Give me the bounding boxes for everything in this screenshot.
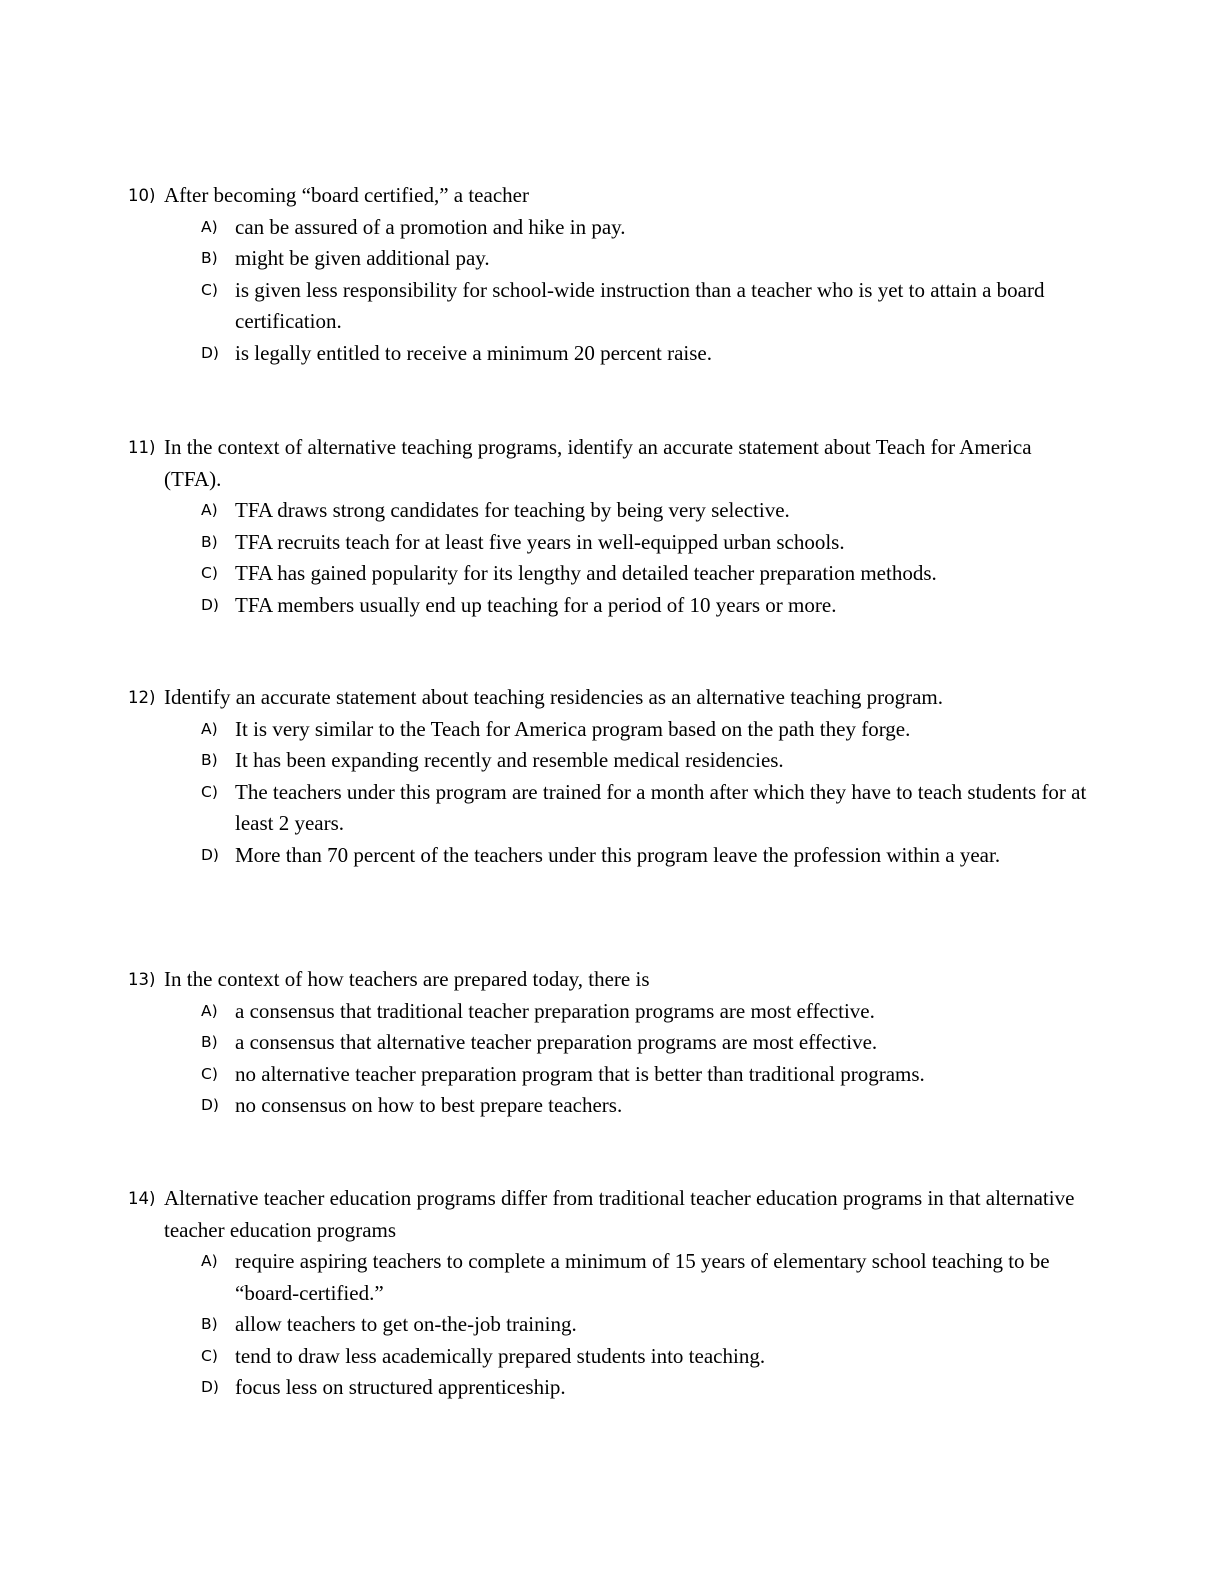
option-text: focus less on structured apprenticeship. — [235, 1375, 566, 1399]
question-stem — [128, 432, 1088, 495]
option-label: A) — [201, 1001, 218, 1020]
answer-option-c — [128, 777, 1088, 840]
option-text: The teachers under this program are trained for a month after which they have to teach students for at least 2 years. — [235, 779, 1087, 835]
option-text: TFA members usually end up teaching for a period of 10 years or more. — [235, 592, 837, 617]
option-label: D) — [201, 1096, 219, 1114]
option-label: D) — [201, 845, 219, 864]
answer-options — [128, 1246, 1088, 1404]
question-text: In the context of alternative teaching programs, identify an accurate statement about Teach for America (TFA). — [164, 435, 1032, 491]
option-text: TFA recruits teach for at least five years in well-equipped urban schools. — [235, 529, 845, 554]
option-label: C) — [201, 1064, 218, 1083]
option-label: C) — [201, 782, 218, 801]
option-label: B) — [201, 1033, 218, 1051]
option-label: B) — [201, 751, 218, 769]
question-text: After becoming “board certified,” a teacher — [164, 183, 529, 207]
answer-option-b — [128, 527, 1088, 559]
option-label: D) — [201, 343, 219, 362]
question-13 — [128, 964, 1088, 1122]
question-10 — [128, 180, 1088, 369]
option-label: C) — [201, 280, 218, 299]
option-text: no consensus on how to best prepare teachers. — [235, 1093, 623, 1117]
answer-option-c — [128, 275, 1088, 338]
option-text: a consensus that alternative teacher preparation programs are most effective. — [235, 1030, 878, 1054]
option-text: no alternative teacher preparation program that is better than traditional programs. — [235, 1061, 925, 1086]
option-text: require aspiring teachers to complete a minimum of 15 years of elementary school teaching to be “board-certified.” — [235, 1249, 1050, 1305]
question-stem — [128, 964, 1088, 996]
answer-option-d — [128, 338, 1088, 370]
option-text: a consensus that traditional teacher preparation programs are most effective. — [235, 998, 875, 1023]
question-stem — [128, 682, 1088, 714]
option-label: B) — [201, 532, 218, 551]
answer-option-d — [128, 590, 1088, 622]
answer-option-a — [128, 1246, 1088, 1309]
option-label: A) — [201, 1252, 218, 1270]
question-number: 14) — [128, 1189, 156, 1208]
question-number: 11) — [128, 438, 156, 457]
question-text: In the context of how teachers are prepared today, there is — [164, 967, 650, 991]
question-stem — [128, 180, 1088, 212]
option-label: D) — [201, 595, 219, 614]
question-number: 10) — [128, 186, 156, 205]
answer-options — [128, 495, 1088, 621]
option-text: TFA draws strong candidates for teaching by being very selective. — [235, 498, 790, 522]
answer-option-c — [128, 1059, 1088, 1091]
question-text: Alternative teacher education programs differ from traditional teacher education programs in that alternative teacher education programs — [164, 1186, 1075, 1242]
answer-option-a — [128, 714, 1088, 746]
option-label: A) — [201, 217, 218, 236]
option-label: A) — [201, 719, 218, 738]
question-number: 13) — [128, 970, 156, 989]
option-label: C) — [201, 564, 218, 582]
question-12 — [128, 682, 1088, 871]
option-label: C) — [201, 1346, 218, 1365]
answer-option-a — [128, 495, 1088, 527]
option-label: B) — [201, 249, 218, 267]
answer-option-b — [128, 745, 1088, 777]
option-text: tend to draw less academically prepared students into teaching. — [235, 1343, 766, 1368]
option-label: B) — [201, 1315, 218, 1333]
option-text: It has been expanding recently and resemble medical residencies. — [235, 748, 784, 772]
answer-options — [128, 714, 1088, 872]
answer-option-c — [128, 558, 1088, 590]
answer-option-b — [128, 1309, 1088, 1341]
question-number: 12) — [128, 688, 156, 707]
question-text: Identify an accurate statement about teaching residencies as an alternative teaching program. — [164, 685, 943, 709]
option-text: might be given additional pay. — [235, 246, 490, 270]
option-label: D) — [201, 1378, 219, 1396]
option-label: A) — [201, 501, 218, 519]
question-stem — [128, 1183, 1088, 1246]
answer-option-d — [128, 1090, 1088, 1122]
option-text: allow teachers to get on-the-job training. — [235, 1312, 577, 1336]
answer-option-d — [128, 1372, 1088, 1404]
option-text: can be assured of a promotion and hike in pay. — [235, 214, 626, 239]
answer-option-a — [128, 996, 1088, 1028]
option-text: is legally entitled to receive a minimum 20 percent raise. — [235, 340, 713, 365]
option-text: is given less responsibility for school-wide instruction than a teacher who is yet to attain a board certification. — [235, 277, 1045, 333]
option-text: More than 70 percent of the teachers under this program leave the profession within a year. — [235, 842, 1001, 867]
answer-options — [128, 996, 1088, 1122]
answer-option-c — [128, 1341, 1088, 1373]
option-text: TFA has gained popularity for its lengthy and detailed teacher preparation methods. — [235, 561, 937, 585]
answer-options — [128, 212, 1088, 370]
answer-option-d — [128, 840, 1088, 872]
answer-option-b — [128, 1027, 1088, 1059]
answer-option-b — [128, 243, 1088, 275]
question-14 — [128, 1183, 1088, 1404]
answer-option-a — [128, 212, 1088, 244]
option-text: It is very similar to the Teach for America program based on the path they forge. — [235, 716, 911, 741]
question-11 — [128, 432, 1088, 621]
